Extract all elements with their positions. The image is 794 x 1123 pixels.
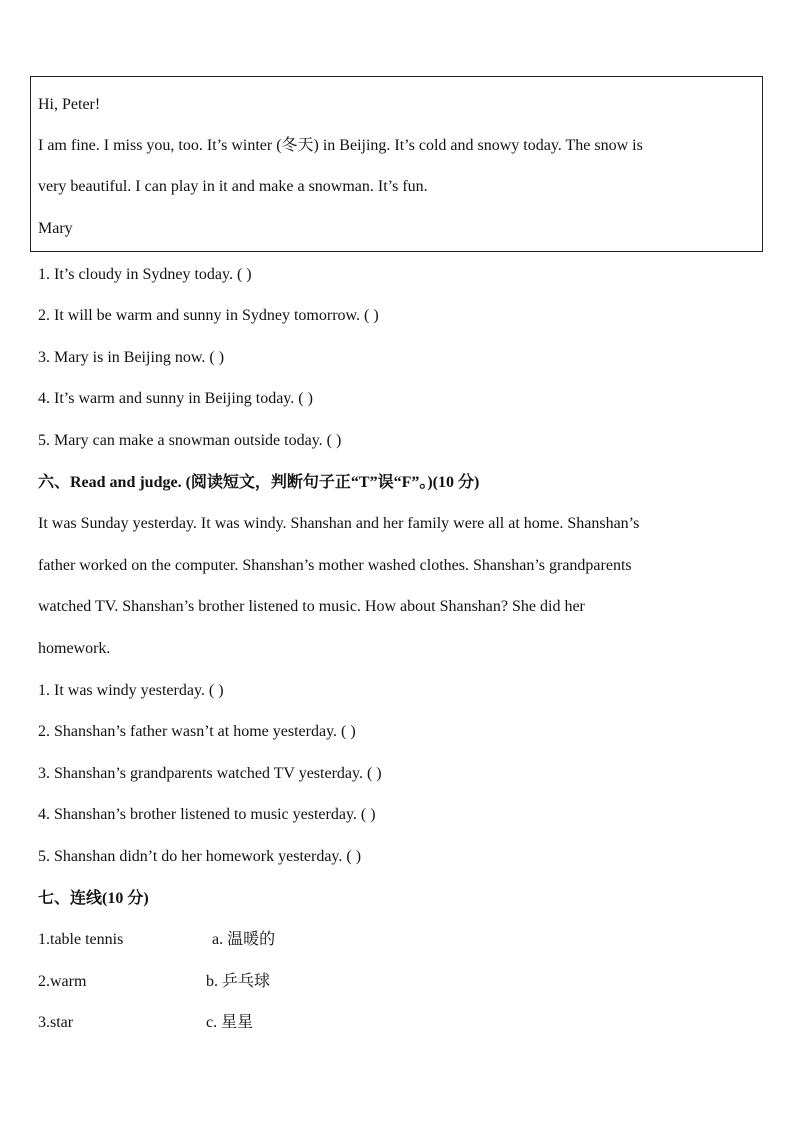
letter-line-1: I am fine. I miss you, too. It’s winter (冬天) in Beijing. It’s cold and snowy today. The snow is <box>38 137 643 154</box>
section6-question-3: 3. Shanshan’s grandparents watched TV yesterday. ( ) <box>38 765 382 782</box>
match-left-1: 1.table tennis <box>38 931 124 948</box>
letter-box <box>30 76 763 252</box>
match-right-b: b. 乒乓球 <box>206 973 271 990</box>
letter-greeting: Hi, Peter! <box>38 96 101 113</box>
match-left-2: 2.warm <box>38 973 87 990</box>
passage-line-2: father worked on the computer. Shanshan’s mother washed clothes. Shanshan’s grandparents <box>38 557 632 574</box>
letter-signature: Mary <box>38 220 73 237</box>
section7-heading: 七、连线(10 分) <box>38 890 149 907</box>
section5-question-5: 5. Mary can make a snowman outside today. ( ) <box>38 432 342 449</box>
passage-line-4: homework. <box>38 640 111 657</box>
section6-question-4: 4. Shanshan’s brother listened to music yesterday. ( ) <box>38 806 376 823</box>
section6-question-1: 1. It was windy yesterday. ( ) <box>38 682 224 699</box>
section5-question-2: 2. It will be warm and sunny in Sydney tomorrow. ( ) <box>38 307 379 324</box>
section5-question-3: 3. Mary is in Beijing now. ( ) <box>38 349 225 366</box>
match-right-a: a. 温暖的 <box>212 931 276 948</box>
passage-line-1: It was Sunday yesterday. It was windy. Shanshan and her family were all at home. Shanshan’s <box>38 515 640 532</box>
section5-question-4: 4. It’s warm and sunny in Beijing today. ( ) <box>38 390 313 407</box>
section6-heading: 六、Read and judge. (阅读短文，判断句子正“T”误“F”。)(10 分) <box>38 474 480 491</box>
section6-question-5: 5. Shanshan didn’t do her homework yesterday. ( ) <box>38 848 362 865</box>
passage-line-3: watched TV. Shanshan’s brother listened to music. How about Shanshan? She did her <box>38 598 585 615</box>
match-left-3: 3.star <box>38 1014 74 1031</box>
section5-question-1: 1. It’s cloudy in Sydney today. ( ) <box>38 266 252 283</box>
section6-question-2: 2. Shanshan’s father wasn’t at home yesterday. ( ) <box>38 723 356 740</box>
match-right-c: c. 星星 <box>206 1014 254 1031</box>
letter-line-2: very beautiful. I can play in it and make a snowman. It’s fun. <box>38 178 428 195</box>
